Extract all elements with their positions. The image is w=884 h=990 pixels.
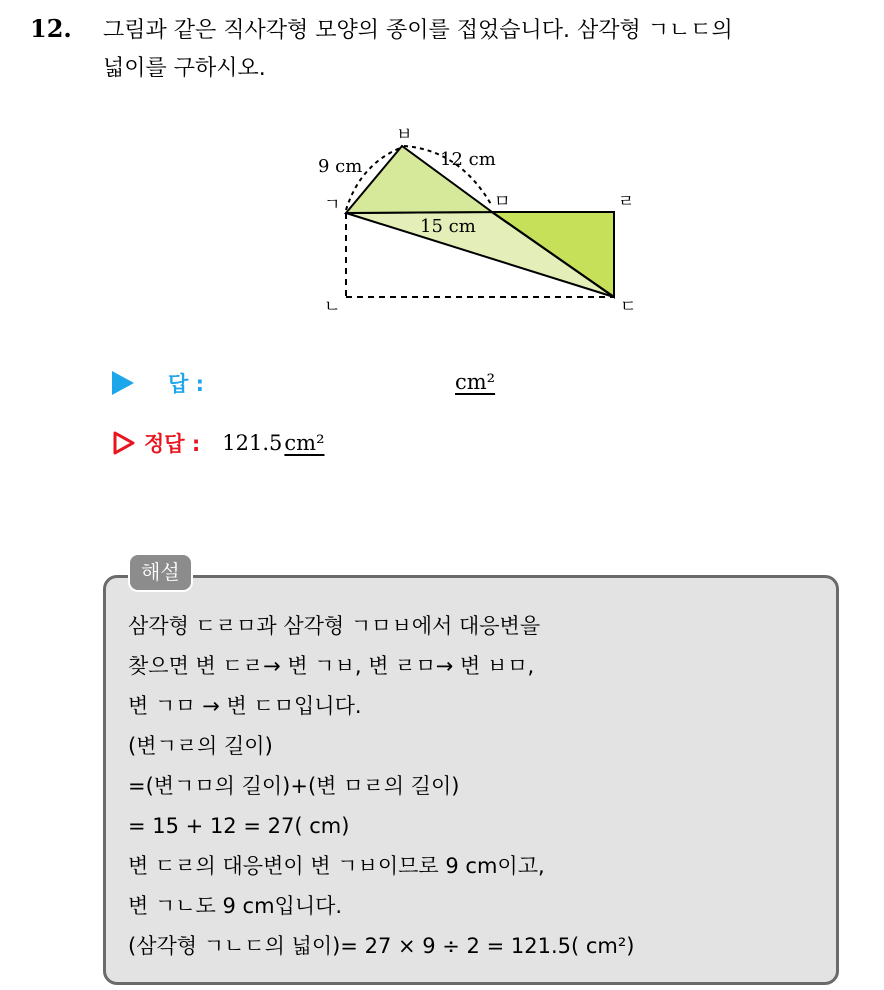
explanation-text [128,606,828,966]
solid-triangle-arrow-icon [112,371,134,395]
correct-label: 정답 : [144,432,201,456]
length-label: 9 cm [318,156,363,177]
explanation-line: 변 ㄷㄹ의 대응변이 변 ㄱㅂ이므로 9 cm이고, [128,854,545,878]
vertex-label: ㅂ [396,125,413,145]
folded-rectangle-figure [300,118,660,318]
explanation-line: 삼각형 ㄷㄹㅁ과 삼각형 ㄱㅁㅂ에서 대응변을 [128,614,541,638]
vertex-label: ㄴ [324,297,341,317]
length-label: 15 cm [420,216,476,237]
vertex-label: ㄹ [618,192,635,212]
vertex-label: ㄷ [620,297,637,317]
explanation-line: 변 ㄱㅁ → 변 ㄷㅁ입니다. [128,694,362,718]
vertex-label: ㄱ [324,195,341,215]
length-label: 12 cm [440,149,496,170]
correct-answer-row [112,428,325,458]
answer-label: 답 : [168,372,204,396]
question-number: 12. [30,14,72,43]
answer-unit: cm² [455,370,496,394]
question-line: 그림과 같은 직사각형 모양의 종이를 접었습니다. 삼각형 ㄱㄴㄷ의 [103,18,733,43]
explanation-line: 찾으면 변 ㄷㄹ→ 변 ㄱㅂ, 변 ㄹㅁ→ 변 ㅂㅁ, [128,654,535,678]
correct-unit: cm² [284,431,325,455]
correct-value: 121.5 [222,431,283,455]
question-line: 넓이를 구하시오. [103,56,266,81]
question-text [103,12,873,88]
outline-triangle-arrow-icon [112,430,136,456]
explanation-line: =(변ㄱㅁ의 길이)+(변 ㅁㄹ의 길이) [128,774,460,798]
explanation-line: (변ㄱㄹ의 길이) [128,734,273,758]
explanation-line: = 15 + 12 = 27( cm) [128,814,350,838]
vertex-label: ㅁ [494,192,511,212]
answer-row [112,368,204,398]
explanation-tab: 해설 [128,553,193,592]
explanation-line: 변 ㄱㄴ도 9 cm입니다. [128,894,343,918]
explanation-line: (삼각형 ㄱㄴㄷ의 넓이)= 27 × 9 ÷ 2 = 121.5( cm²) [128,934,635,958]
